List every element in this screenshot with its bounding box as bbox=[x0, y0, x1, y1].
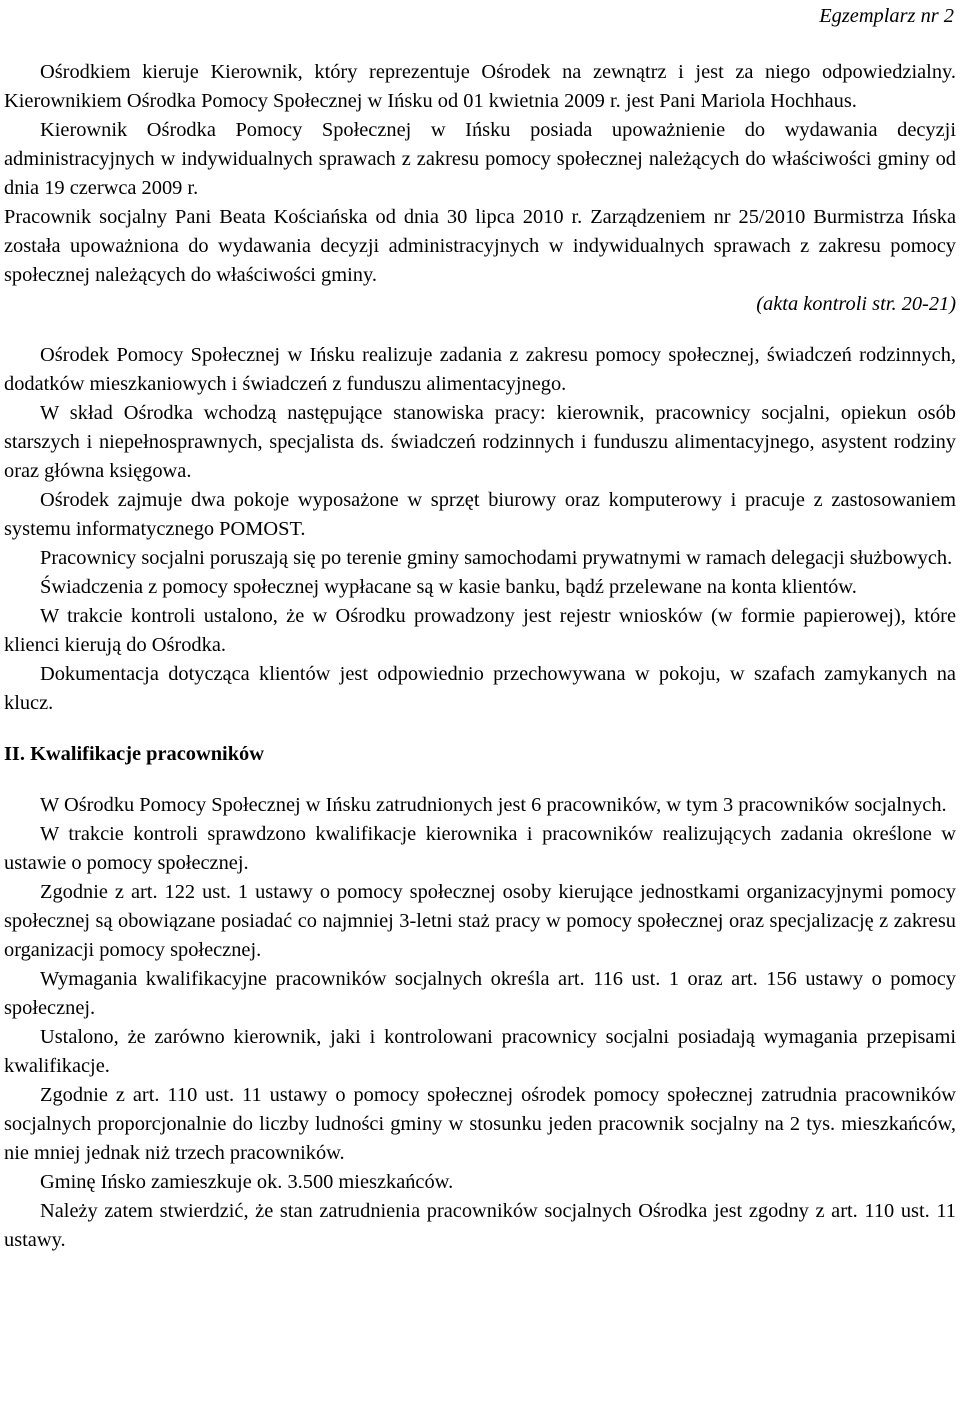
spacer bbox=[4, 718, 956, 740]
paragraph-art-116: Wymagania kwalifikacyjne pracowników socjalnych określa art. 116 ust. 1 oraz art. 156 ustawy o pomocy społecznej. bbox=[4, 968, 956, 1019]
paragraph-conclusion: Należy zatem stwierdzić, że stan zatrudnienia pracowników socjalnych Ośrodka jest zgodny z art. 110 ust. 11 ustawy. bbox=[4, 1200, 956, 1251]
paragraph-transport: Pracownicy socjalni poruszają się po terenie gminy samochodami prywatnymi w ramach delegacji służbowych. bbox=[40, 547, 953, 569]
paragraph-social-worker-authorization: Pracownik socjalny Pani Beata Kościańska od dnia 30 lipca 2010 r. Zarządzeniem nr 25/2010 Burmistrza Ińska została upoważniona do wydawania decyzji administracyjnych w indywidualnych sprawach z zakresu pomocy społecznej należących do właściwości gminy. bbox=[4, 206, 956, 286]
file-reference: (akta kontroli str. 20-21) bbox=[756, 293, 956, 315]
paragraph-positions: W skład Ośrodka wchodzą następujące stanowiska pracy: kierownik, pracownicy socjalni, opiekun osób starszych i niepełnosprawnych, specjalista ds. świadczeń rodzinnych i funduszu alimentacyjnego, asystent rodziny oraz główna księgowa. bbox=[4, 402, 956, 482]
section-heading-qualifications: II. Kwalifikacje pracowników bbox=[4, 743, 264, 765]
document-body bbox=[4, 58, 956, 1255]
paragraph-director: Ośrodkiem kieruje Kierownik, który reprezentuje Ośrodek na zewnątrz i jest za niego odpowiedzialny. Kierownikiem Ośrodka Pomocy Społecznej w Ińsku od 01 kwietnia 2009 r. jest Pani Mariola Hochhaus. bbox=[4, 61, 956, 112]
paragraph-office-equipment: Ośrodek zajmuje dwa pokoje wyposażone w sprzęt biurowy oraz komputerowy i pracuje z zastosowaniem systemu informatycznego POMOST. bbox=[4, 489, 956, 540]
copy-number-label: Egzemplarz nr 2 bbox=[819, 5, 954, 27]
spacer bbox=[4, 319, 956, 341]
paragraph-qualification-check: W trakcie kontroli sprawdzono kwalifikacje kierownika i pracowników realizujących zadania określone w ustawie o pomocy społecznej. bbox=[4, 823, 956, 874]
paragraph-staff-count: W Ośrodku Pomocy Społecznej w Ińsku zatrudnionych jest 6 pracowników, w tym 3 pracowników socjalnych. bbox=[40, 794, 947, 816]
paragraph-population: Gminę Ińsko zamieszkuje ok. 3.500 mieszkańców. bbox=[40, 1171, 454, 1193]
paragraph-qualifications-met: Ustalono, że zarówno kierownik, jaki i kontrolowani pracownicy socjalni posiadają wymagania przepisami kwalifikacje. bbox=[4, 1026, 956, 1077]
paragraph-documentation: Dokumentacja dotycząca klientów jest odpowiednio przechowywana w pokoju, w szafach zamykanych na klucz. bbox=[4, 663, 956, 714]
paragraph-register: W trakcie kontroli ustalono, że w Ośrodku prowadzony jest rejestr wniosków (w formie papierowej), które klienci kierują do Ośrodka. bbox=[4, 605, 956, 656]
paragraph-tasks: Ośrodek Pomocy Społecznej w Ińsku realizuje zadania z zakresu pomocy społecznej, świadczeń rodzinnych, dodatków mieszkaniowych i świadczeń z funduszu alimentacyjnego. bbox=[4, 344, 956, 395]
paragraph-payments: Świadczenia z pomocy społecznej wypłacane są w kasie banku, bądź przelewane na konta klientów. bbox=[40, 576, 857, 598]
paragraph-director-authorization: Kierownik Ośrodka Pomocy Społecznej w Ińsku posiada upoważnienie do wydawania decyzji administracyjnych w indywidualnych sprawach z zakresu pomocy społecznej należących do właściwości gminy od dnia 19 czerwca 2009 r. bbox=[4, 119, 956, 199]
paragraph-art-122: Zgodnie z art. 122 ust. 1 ustawy o pomocy społecznej osoby kierujące jednostkami organizacyjnymi pomocy społecznej są obowiązane posiadać co najmniej 3-letni staż pracy w pomocy społecznej oraz specjalizację z zakresu organizacji pomocy społecznej. bbox=[4, 881, 956, 961]
paragraph-art-110: Zgodnie z art. 110 ust. 11 ustawy o pomocy społecznej ośrodek pomocy społecznej zatrudnia pracowników socjalnych proporcjonalnie do liczby ludności gminy w stosunku jeden pracownik socjalny na 2 tys. mieszkańców, nie mniej jednak niż trzech pracowników. bbox=[4, 1084, 956, 1164]
spacer bbox=[4, 769, 956, 791]
